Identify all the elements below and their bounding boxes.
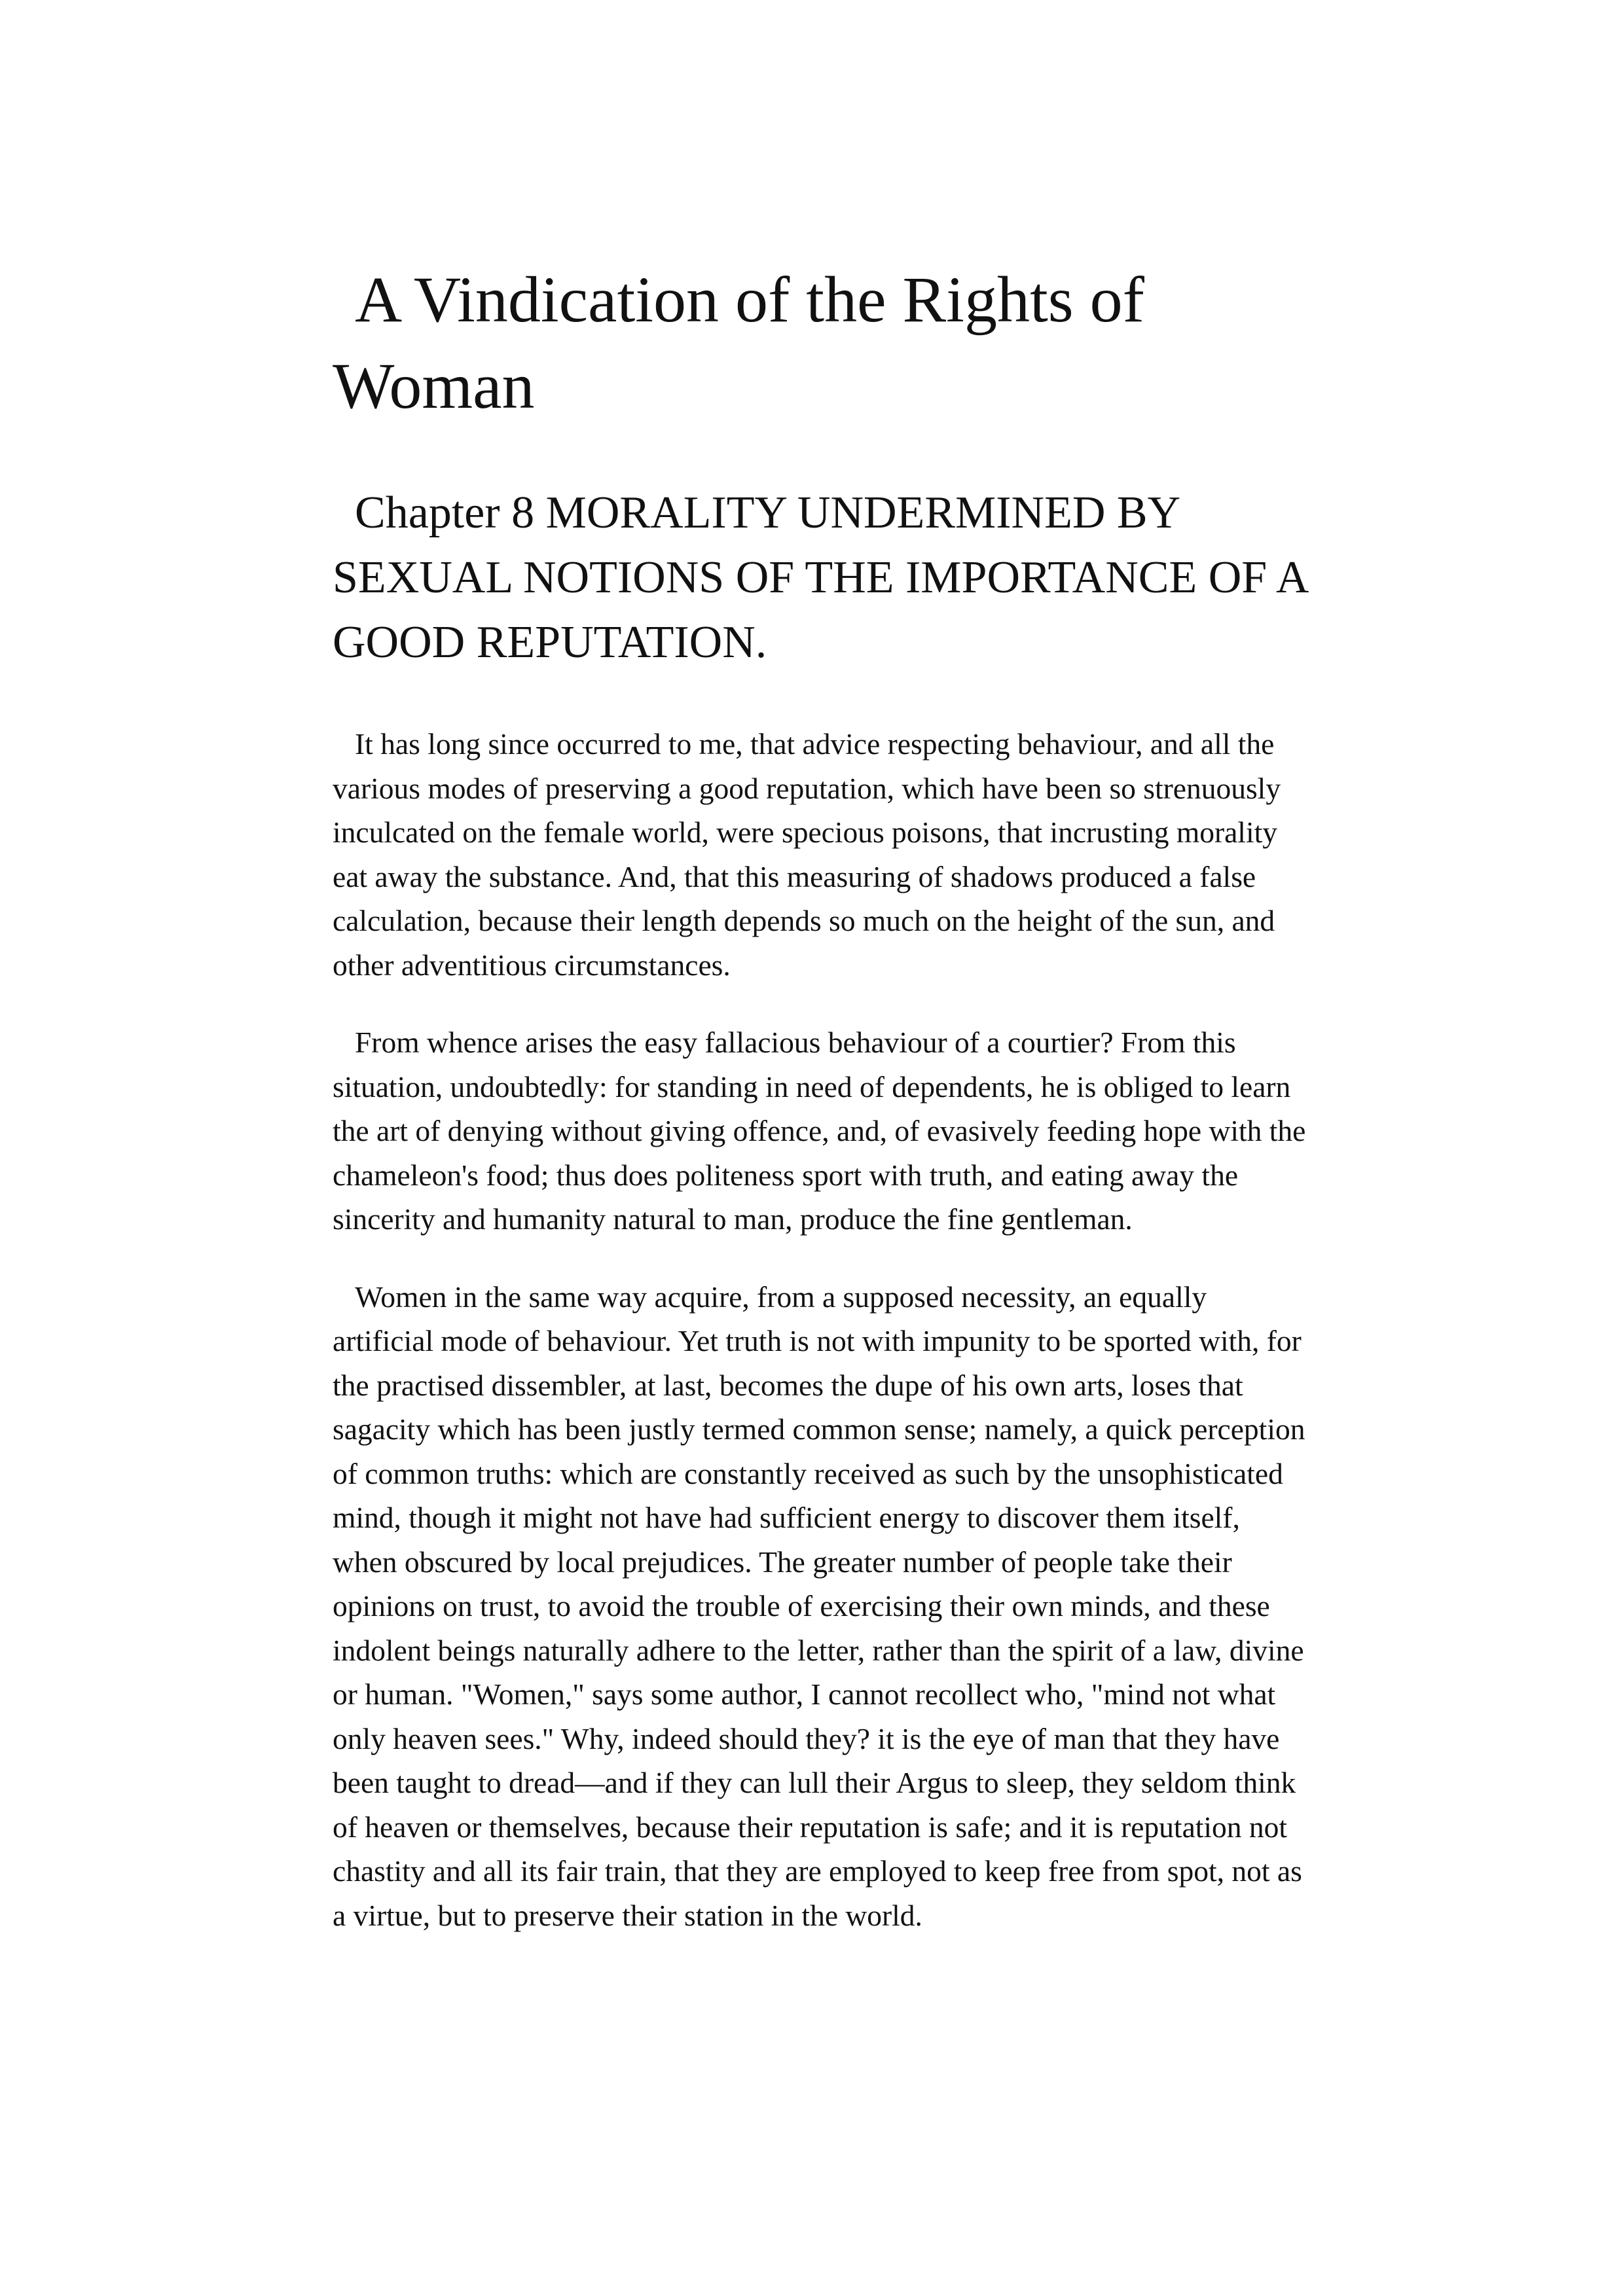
chapter-title: Chapter 8 MORALITY UNDERMINED BY SEXUAL NOTIONS OF THE IMPORTANCE OF A GOOD REPUTATION.	[333, 488, 1307, 668]
paragraph-2: From whence arises the easy fallacious behaviour of a courtier? From this situation, undoubtedly: for standing in need of dependents, he is obliged to learn the art of denying without giving offence, and, of evasively feeding hope with the chameleon's food; thus does politeness sport with truth, and eating away the sincerity and humanity natural to man, produce the fine gentleman.	[333, 1026, 1306, 1236]
paragraph-3: Women in the same way acquire, from a supposed necessity, an equally artificial mode of behaviour. Yet truth is not with impunity to be sported with, for the practised dissembler, at last, becomes the dupe of his own arts, loses that sagacity which has been justly termed common sense; namely, a quick perception of common truths: which are constantly received as such by the unsophisticated mind, though it might not have had sufficient energy to discover them itself, when obscured by local prejudices. The greater number of people take their opinions on trust, to avoid the trouble of exercising their own minds, and these indolent beings naturally adhere to the letter, rather than the spirit of a law, divine or human. "Women," says some author, I cannot recollect who, "mind not what only heaven sees." Why, indeed should they? it is the eye of man that they have been taught to dread—and if they can lull their Argus to sleep, they seldom think of heaven or themselves, because their reputation is safe; and it is reputation not chastity and all its fair train, that they are employed to keep free from spot, not as a virtue, but to preserve their station in the world.	[333, 1280, 1305, 1932]
chapter-body	[333, 722, 1309, 1937]
document-page	[333, 257, 1309, 1971]
paragraph-1: It has long since occurred to me, that advice respecting behaviour, and all the various modes of preserving a good reputation, which have been so strenuously inculcated on the female world, were specious poisons, that incrusting morality eat away the substance. And, that this measuring of shadows produced a false calculation, because their length depends so much on the height of the sun, and other adventitious circumstances.	[333, 727, 1281, 982]
book-title: A Vindication of the Rights of Woman	[333, 263, 1144, 422]
